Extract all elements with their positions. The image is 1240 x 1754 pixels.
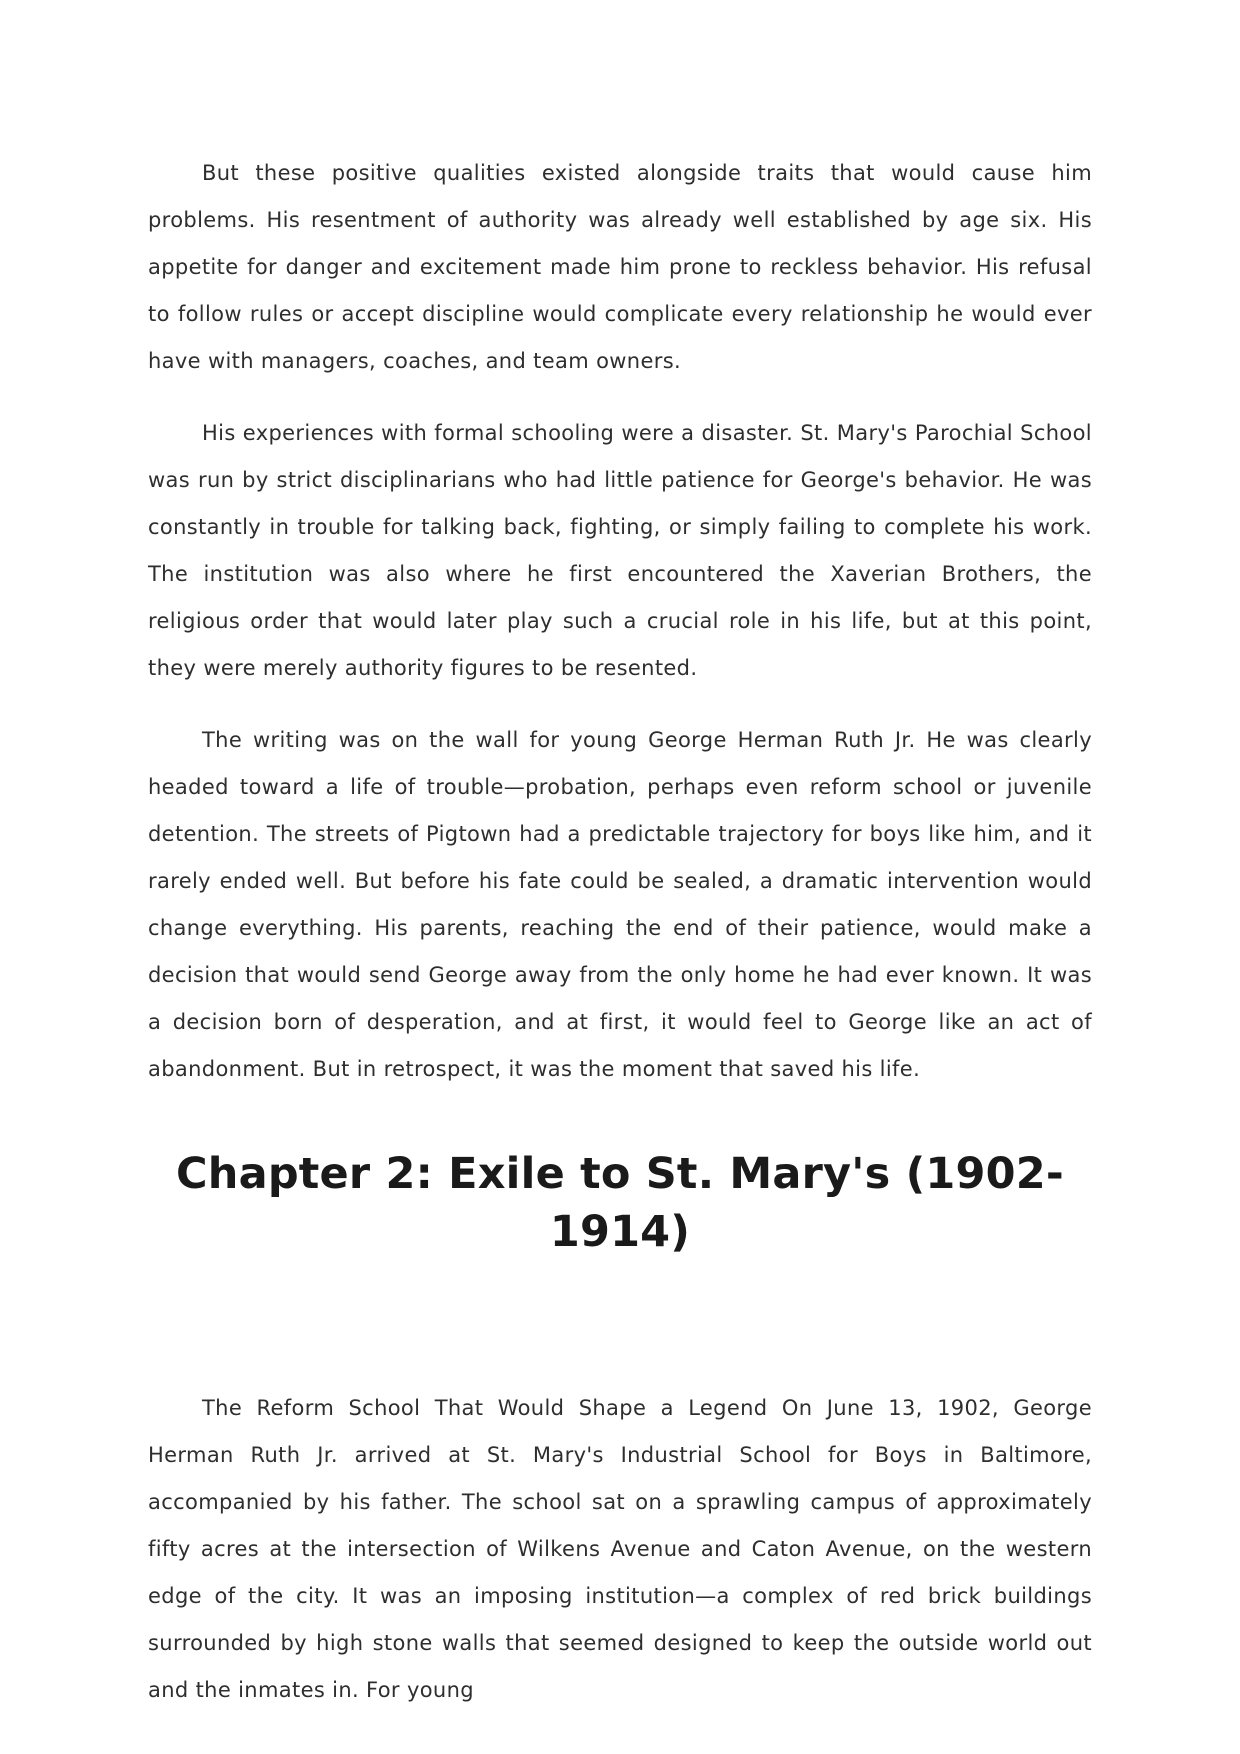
chapter-title: Chapter 2: Exile to St. Mary's (1902-1914) (176, 1149, 1064, 1257)
document-page (148, 150, 1092, 1714)
body-paragraph: The Reform School That Would Shape a Legend On June 13, 1902, George Herman Ruth Jr. arrived at St. Mary's Industrial School for Boys in Baltimore, accompanied by his father. The school sat on a sprawling campus of approximately fifty acres at the intersection of Wilkens Avenue and Caton Avenue, on the western edge of the city. It was an imposing institution—a complex of red brick buildings surrounded by high stone walls that seemed designed to keep the outside world out and the inmates in. For young (148, 1396, 1092, 1702)
chapter-body (148, 1385, 1092, 1714)
body-paragraph: His experiences with formal schooling were a disaster. St. Mary's Parochial School was run by strict disciplinarians who had little patience for George's behavior. He was constantly in trouble for talking back, fighting, or simply failing to complete his work. The institution was also where he first encountered the Xaverian Brothers, the religious order that would later play such a crucial role in his life, but at this point, they were merely authority figures to be resented. (148, 421, 1092, 680)
body-paragraph: But these positive qualities existed alongside traits that would cause him problems. His resentment of authority was already well established by age six. His appetite for danger and excitement made him prone to reckless behavior. His refusal to follow rules or accept discipline would complicate every relationship he would ever have with managers, coaches, and team owners. (148, 161, 1092, 373)
body-paragraph: The writing was on the wall for young George Herman Ruth Jr. He was clearly headed toward a life of trouble—probation, perhaps even reform school or juvenile detention. The streets of Pigtown had a predictable trajectory for boys like him, and it rarely ended well. But before his fate could be sealed, a dramatic intervention would change everything. His parents, reaching the end of their patience, would make a decision that would send George away from the only home he had ever known. It was a decision born of desperation, and at first, it would feel to George like an act of abandonment. But in retrospect, it was the moment that saved his life. (148, 728, 1092, 1081)
